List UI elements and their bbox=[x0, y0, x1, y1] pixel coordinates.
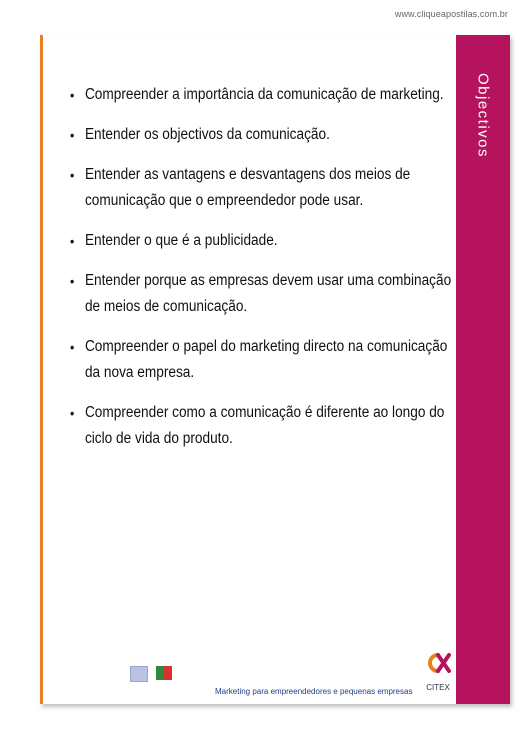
side-title: Objectivos bbox=[474, 73, 492, 159]
list-item-text: Compreender como a comunicação é diferente ao longo do ciclo de vida do produto. bbox=[84, 404, 445, 447]
bullet-icon: • bbox=[70, 87, 75, 103]
bullet-icon: • bbox=[70, 167, 75, 183]
bullet-icon: • bbox=[70, 233, 75, 249]
list-item bbox=[70, 400, 461, 452]
bullet-icon: • bbox=[70, 405, 75, 421]
list-item bbox=[70, 268, 461, 320]
list-item bbox=[70, 162, 461, 214]
slide bbox=[40, 35, 510, 704]
list-item bbox=[70, 228, 461, 254]
bullet-icon: • bbox=[70, 339, 75, 355]
watermark[interactable]: www.cliqueapostilas.com.br bbox=[394, 9, 508, 19]
sponsor-logos bbox=[130, 666, 172, 682]
list-item-text: Entender as vantagens e desvantagens dos meios de comunicação que o empreendedor pode usar. bbox=[84, 166, 411, 209]
list-item bbox=[70, 122, 461, 148]
list-item bbox=[70, 334, 461, 386]
citex-label: CITEX bbox=[426, 683, 450, 692]
list-item-text: Entender porque as empresas devem usar uma combinação de meios de comunicação. bbox=[84, 272, 452, 315]
list-item bbox=[70, 82, 461, 108]
objectives-list bbox=[70, 82, 452, 466]
portugal-flag-logo-icon bbox=[156, 666, 172, 680]
bullet-icon: • bbox=[70, 127, 75, 143]
eu-flag-logo-icon bbox=[130, 666, 148, 682]
side-title-band bbox=[456, 35, 510, 704]
list-item-text: Compreender o papel do marketing directo na comunicação da nova empresa. bbox=[84, 338, 448, 381]
list-item-text: Compreender a importância da comunicação de marketing. bbox=[84, 86, 444, 103]
left-accent-rule bbox=[40, 35, 43, 704]
footer-text: Marketing para empreendedores e pequenas empresas bbox=[215, 687, 413, 696]
list-item-text: Entender o que é a publicidade. bbox=[84, 232, 278, 249]
citex-logo-icon bbox=[425, 650, 451, 676]
list-item-text: Entender os objectivos da comunicação. bbox=[84, 126, 330, 143]
citex-logo bbox=[421, 650, 455, 692]
bullet-icon: • bbox=[70, 273, 75, 289]
